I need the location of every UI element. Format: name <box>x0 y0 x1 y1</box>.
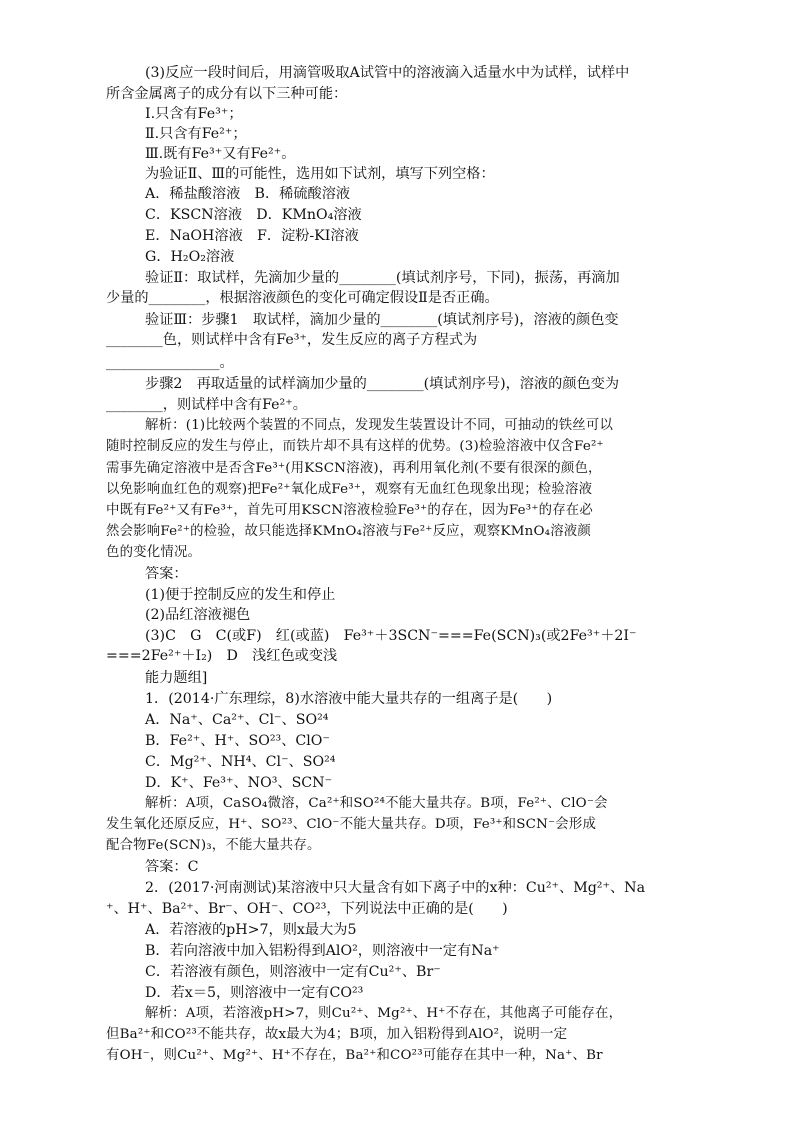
text-line: E．NaOH溶液 F．淀粉-KI溶液 <box>145 228 359 244</box>
text-line: 验证Ⅱ：取试样，先滴加少量的________(填试剂序号，下同)，振荡，再滴加 <box>145 270 620 286</box>
explanation-line: 色的变化情况。 <box>106 545 202 560</box>
text-line: 为验证Ⅱ、Ⅲ的可能性，选用如下试剂，填写下列空格： <box>145 166 495 182</box>
text-line: Ⅰ.只含有Fe³⁺； <box>145 106 243 122</box>
text-line: C．Mg²⁺、NH⁴、Cl⁻、SO²⁴ <box>145 754 336 770</box>
text-line: Ⅲ.既有Fe³⁺又有Fe²⁺。 <box>145 146 296 162</box>
explanation-line: 随时控制反应的发生与停止，而铁片却不具有这样的优势。(3)检验溶液中仅含Fe²⁺ <box>106 439 604 454</box>
text-line: 所含金属离子的成分有以下三种可能： <box>106 86 348 102</box>
text-line: 2．(2017·河南测试)某溶液中只大量含有如下离子中的x种：Cu²⁺、Mg²⁺、Na <box>145 880 646 896</box>
explanation-line: 中既有Fe²⁺又有Fe³⁺，首先可用KSCN溶液检验Fe³⁺的存在，因为Fe³⁺的存在必 <box>106 503 593 518</box>
text-line: D．K⁺、Fe³⁺、NO³、SCN⁻ <box>145 775 333 791</box>
text-line: 答案： <box>145 566 188 582</box>
text-line: ⁺、H⁺、Ba²⁺、Br⁻、OH⁻、CO²³，下列说法中正确的是( ) <box>106 901 508 917</box>
explanation-line: 发生氧化还原反应，H⁺、SO²³、ClO⁻不能大量共存。D项，Fe³⁺和SCN⁻会形成 <box>106 817 597 832</box>
text-line: 1．(2014·广东理综，8)水溶液中能大量共存的一组离子是( ) <box>145 691 553 707</box>
text-line: B．若向溶液中加入铝粉得到AlO²，则溶液中一定有Na⁺ <box>145 943 500 959</box>
text-line: C．KSCN溶液 D．KMnO₄溶液 <box>145 207 362 223</box>
text-line: (3)C G C(或F) 红(或蓝) Fe³⁺＋3SCN⁻===Fe(SCN)₃(或2Fe³⁺＋2I⁻ <box>145 628 637 644</box>
text-line: 答案：C <box>145 859 199 875</box>
text-line: (3)反应一段时间后，用滴管吸取A试管中的溶液滴入适量水中为试样，试样中 <box>145 65 630 81</box>
text-line: C．若溶液有颜色，则溶液中一定有Cu²⁺、Br⁻ <box>145 964 441 980</box>
text-line: 少量的________，根据溶液颜色的变化可确定假设Ⅱ是否正确。 <box>106 290 499 306</box>
text-line: 步骤2 再取适量的试样滴加少量的________(填试剂序号)，溶液的颜色变为 <box>145 376 620 392</box>
text-line: G．H₂O₂溶液 <box>145 249 235 265</box>
explanation-line: 解析：A项，CaSO₄微溶，Ca²⁺和SO²⁴不能大量共存。B项，Fe²⁺、ClO⁻会 <box>145 796 608 811</box>
text-line: A．稀盐酸溶液 B．稀硫酸溶液 <box>145 186 351 202</box>
text-line: Ⅱ.只含有Fe²⁺； <box>145 126 247 142</box>
explanation-line: 需事先确定溶液中是否含Fe³⁺(用KSCN溶液)，再利用氧化剂(不要有很深的颜色， <box>106 461 602 476</box>
text-line: 能力题组] <box>145 670 208 686</box>
explanation-line: 解析：A项，若溶液pH>7，则Cu²⁺、Mg²⁺、H⁺不存在，其他离子可能存在， <box>145 1006 623 1021</box>
text-line: A．若溶液的pH>7，则x最大为5 <box>145 922 357 938</box>
explanation-line: 然会影响Fe²⁺的检验，故只能选择KMnO₄溶液与Fe²⁺反应，观察KMnO₄溶液颜 <box>106 524 591 539</box>
text-line: D．若x＝5，则溶液中一定有CO²³ <box>145 985 364 1001</box>
explanation-line: 配合物Fe(SCN)₃，不能大量共存。 <box>106 838 321 853</box>
text-line: ________色，则试样中含有Fe³⁺，发生反应的离子方程式为 <box>106 332 478 348</box>
text-line: B．Fe²⁺、H⁺、SO²³、ClO⁻ <box>145 733 330 749</box>
text-line: A．Na⁺、Ca²⁺、Cl⁻、SO²⁴ <box>145 712 329 728</box>
text-line: (2)品红溶液褪色 <box>145 607 251 623</box>
explanation-line: 但Ba²⁺和CO²³不能共存，故x最大为4；B项，加入铝粉得到AlO²，说明一定 <box>106 1027 568 1042</box>
text-line: ________________。 <box>106 355 234 371</box>
explanation-line: 以免影响血红色的观察)把Fe²⁺氧化成Fe³⁺，观察有无血红色现象出现；检验溶液 <box>106 482 593 497</box>
explanation-line: 有OH⁻，则Cu²⁺、Mg²⁺、H⁺不存在，Ba²⁺和CO²³可能存在其中一种，Na⁺、Br <box>106 1048 603 1063</box>
text-line: (1)便于控制反应的发生和停止 <box>145 587 336 603</box>
text-line: 验证Ⅲ：步骤1 取试样，滴加少量的________(填试剂序号)，溶液的颜色变 <box>145 312 619 328</box>
text-line: ===2Fe²⁺＋I₂) D 浅红色或变浅 <box>106 648 338 664</box>
explanation-line: 解析：(1)比较两个装置的不同点，发现发生装置设计不同，可抽动的铁丝可以 <box>145 418 614 433</box>
text-line: ________，则试样中含有Fe²⁺。 <box>106 397 307 413</box>
